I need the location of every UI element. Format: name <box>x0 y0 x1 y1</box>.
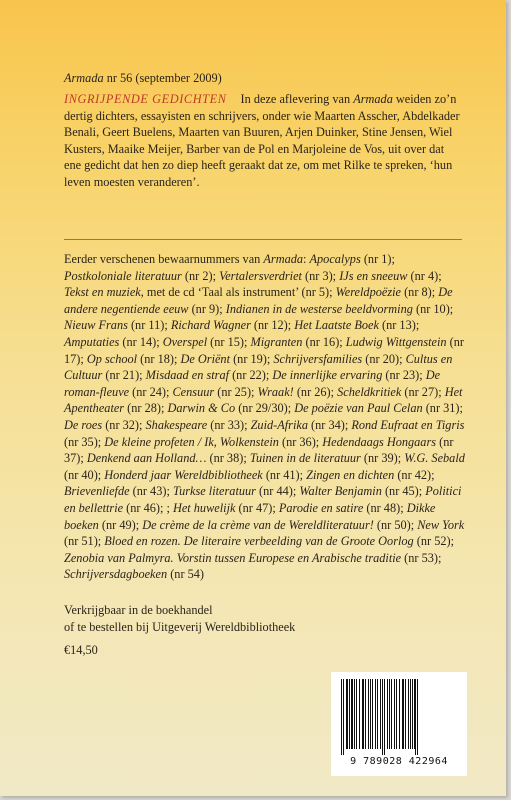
issue-number: (nr 16); <box>302 334 346 349</box>
issue-number: (nr 46); ; <box>123 500 173 515</box>
barcode-bar <box>351 679 353 749</box>
issue-title: Vertalersverdriet <box>219 268 302 283</box>
issue-title: Apocalyps <box>309 252 361 266</box>
issue-number: (nr 25); <box>214 384 258 399</box>
issue-title: Zuid-Afrika <box>250 417 308 432</box>
issue-number: (nr 27); <box>401 384 445 399</box>
barcode-bar <box>417 679 418 755</box>
issue-number: (nr 22); <box>229 368 273 383</box>
issue-title: Het Apentheater <box>64 384 463 416</box>
issue-title: Migranten <box>250 334 303 349</box>
issue-title: Rond Eufraat en Tigris <box>351 417 465 432</box>
issue-title: De roes <box>64 417 103 432</box>
issue-title: Darwin & Co <box>167 401 236 416</box>
issue-title: Brievenliefde <box>64 484 130 499</box>
issue-number: (nr 15); <box>207 334 251 349</box>
barcode-bar <box>362 679 364 749</box>
intro-text-2: weiden zo’n dertig dichters, essayisten en schrijvers, onder wie Maarten Asscher, Abdelkader Benali, Geert Buelens, Maarten van Buuren, Arjen Duinker, Stine Jensen, Wiel Kusters, Maaike Meijer, Barber van de Pol en Marjoleine de Vos, uit over dat ene gedicht dat hen zo diep heeft geraakt dat ze, om met Rilke te spreken, ‘hun leven moesten veranderen’. <box>64 92 460 189</box>
issue-number: (nr 17); <box>64 334 464 366</box>
issue-title: De crème de la crème van de Wereldliteratuur! <box>142 517 374 532</box>
barcode-bar <box>414 679 415 749</box>
issue-number: (nr 12); <box>250 318 295 333</box>
issue-number: (nr 40); <box>64 467 105 482</box>
barcode-bar <box>410 679 411 749</box>
issue-title: Schrijversfamilies <box>273 351 363 366</box>
issue-title: Misdaad en straf <box>145 368 230 383</box>
issue-title: Zingen en dichten <box>306 467 395 482</box>
issue-number: (nr 14); <box>119 334 163 349</box>
issue-number: (nr 44); <box>255 484 300 499</box>
issue-title: Censuur <box>172 384 215 399</box>
issue-number: (nr 37); <box>64 434 454 466</box>
barcode-bar <box>382 679 383 755</box>
list-colon: : <box>303 252 310 266</box>
barcode <box>331 672 467 776</box>
issue-title: New York <box>417 517 465 532</box>
barcode-bar <box>408 679 409 749</box>
issue-title: Tuinen in de literatuur <box>249 451 361 466</box>
issue-number: (nr 33); <box>207 417 251 432</box>
issue-title: Tekst en muziek <box>64 285 141 300</box>
issue-title: Turkse literatuur <box>172 484 256 499</box>
order-line-1: Verkrijgbaar in de boekhandel <box>64 603 213 617</box>
barcode-bar <box>415 679 416 755</box>
issue-title: Indianen in de westerse beeldvorming <box>225 301 413 316</box>
issue-number: (nr 18); <box>137 351 181 366</box>
barcode-bar <box>389 679 390 749</box>
issue-title: Honderd jaar Wereldbibliotheek <box>104 467 263 482</box>
issue-title: Dikke boeken <box>64 500 436 532</box>
barcode-bars <box>339 679 459 755</box>
barcode-bar <box>341 679 342 755</box>
intro-series: Armada <box>353 92 393 106</box>
issue-number: (nr 31); <box>422 401 463 416</box>
series-name: Armada <box>64 71 104 85</box>
issue-heading: INGRIJPENDE GEDICHTEN <box>64 92 227 106</box>
issue-title: De roman-fleuve <box>64 368 441 399</box>
issue-number: (nr 45); <box>381 484 426 499</box>
issue-number: (nr 34); <box>307 417 352 432</box>
issue-number: (nr 48); <box>363 500 407 515</box>
issue-number: (nr 23); <box>382 368 426 383</box>
order-info <box>64 602 295 635</box>
issue-number: (nr 35); <box>64 434 105 449</box>
issue-number: (nr 29/30); <box>235 401 295 416</box>
barcode-bar <box>405 679 406 749</box>
issue-title: Wraak! <box>257 384 294 399</box>
issue-number: (nr 9); <box>188 301 226 316</box>
issue-number: (nr 4); <box>407 268 442 283</box>
issue-number: (nr 10); <box>412 301 454 316</box>
issue-title: Amputaties <box>64 334 120 349</box>
barcode-bar <box>359 679 360 749</box>
barcode-bar <box>346 679 348 749</box>
barcode-bar <box>343 679 344 755</box>
issue-title: Overspel <box>162 334 208 349</box>
issue-title: Shakespeare <box>145 417 208 432</box>
barcode-bar <box>365 679 366 749</box>
issue-title: Denkend aan Holland… <box>86 451 207 466</box>
barcode-bar <box>399 679 400 749</box>
issue-title: Richard Wagner <box>170 318 251 333</box>
barcode-bar <box>356 679 357 749</box>
divider-rule <box>64 239 462 240</box>
issue-title: De innerlijke ervaring <box>272 368 383 383</box>
issue-title: Postkoloniale literatuur <box>64 268 182 283</box>
issue-number: (nr 2); <box>181 268 220 283</box>
issue-number: , met de cd ‘Taal als instrument’ (nr 5); <box>140 285 336 300</box>
issue-title: Cultus en Cultuur <box>64 351 453 383</box>
barcode-bar <box>349 679 350 749</box>
issue-number: (nr 32); <box>102 417 146 432</box>
issue-title: Politici en bellettrie <box>64 484 462 515</box>
barcode-bar <box>375 679 376 749</box>
list-lead: Eerder verschenen bewaarnummers van <box>64 252 264 266</box>
barcode-bar <box>377 679 378 749</box>
issue-number: (nr 11); <box>127 318 171 333</box>
issue-number: (nr 42); <box>394 467 435 482</box>
issue-number: (nr 52); <box>413 534 454 549</box>
issue-number: (nr 36); <box>278 434 323 449</box>
issue-number: (nr 50); <box>373 517 418 532</box>
issue-title: Zenobia van Palmyra. Vorstin tussen Europese en Arabische traditie <box>64 550 402 565</box>
issue-number: (nr 38); <box>206 451 250 466</box>
barcode-bar <box>380 679 381 749</box>
issue-number: nr 56 (september 2009) <box>103 71 222 85</box>
issue-title: De kleine profeten / Ik, Wolkenstein <box>104 434 279 449</box>
issue-number: (nr 19); <box>230 351 274 366</box>
issue-number: (nr 49); <box>98 517 143 532</box>
issue-number: (nr 41); <box>262 467 307 482</box>
barcode-bar <box>394 679 395 749</box>
previous-issues-list <box>64 251 465 583</box>
issue-number: (nr 51); <box>64 534 105 549</box>
issue-title: Bloed en rozen. De literaire verbeelding van de Groote Oorlog <box>104 534 414 549</box>
barcode-bar <box>396 679 397 749</box>
issue-title: Wereldpoëzie <box>335 285 401 300</box>
issue-title: Scheldkritiek <box>337 384 402 399</box>
barcode-bar <box>391 679 392 749</box>
issue-number: (nr 47); <box>235 500 279 515</box>
issue-number: (nr 13); <box>378 318 420 333</box>
issue-title: De poëzie van Paul Celan <box>294 401 423 416</box>
isbn-digits: 9 789028 422964 <box>350 756 448 767</box>
issue-number: (nr 24); <box>129 384 173 399</box>
barcode-bar <box>402 679 404 749</box>
issue-number: (nr 3); <box>301 268 340 283</box>
barcode-bar <box>387 679 388 749</box>
issue-number: (nr 8); <box>401 285 439 300</box>
issue-title: Op school <box>86 351 138 366</box>
issue-number: (nr 20); <box>362 351 406 366</box>
intro-paragraph <box>64 91 462 191</box>
intro-text-1: In deze aflevering van <box>240 92 354 106</box>
issue-number: (nr 26); <box>293 384 338 399</box>
issue-number: (nr 28); <box>124 401 168 416</box>
order-line-2: of te bestellen bij Uitgeverij Wereldbibliotheek <box>64 619 296 634</box>
issue-title: IJs en sneeuw <box>339 268 408 283</box>
issue-title: Walter Benjamin <box>299 484 382 499</box>
issue-number: (nr 21); <box>102 368 146 383</box>
issue-title: Het Laatste Boek <box>294 318 379 333</box>
barcode-bar <box>370 679 371 749</box>
barcode-bar <box>412 679 413 749</box>
issue-title: De Oriënt <box>180 351 231 366</box>
issue-number: (nr 43); <box>129 484 173 499</box>
issue-title: Parodie en satire <box>278 500 364 515</box>
issue-title: Ludwig Wittgenstein <box>345 334 447 349</box>
issue-title: Het huwelijk <box>172 500 236 515</box>
issue-title: Schrijversdagboeken <box>64 567 168 582</box>
issue-number: (nr 1); <box>360 252 395 266</box>
barcode-bar <box>354 679 355 749</box>
barcode-bar <box>372 679 373 749</box>
barcode-bar <box>368 679 369 749</box>
issue-title: De andere negentiende eeuw <box>64 285 453 316</box>
issue-title: Hedendaags Hongaars <box>322 434 437 449</box>
issue-title: Nieuw Frans <box>64 318 128 333</box>
price: €14,50 <box>64 643 98 657</box>
issue-number: (nr 39); <box>360 451 405 466</box>
issue-number: (nr 54) <box>167 567 205 582</box>
issue-title: W.G. Sebald <box>404 451 465 466</box>
list-series: Armada <box>263 252 304 266</box>
barcode-bar <box>384 679 385 755</box>
issue-number: (nr 53); <box>401 550 442 565</box>
issue-line <box>64 70 222 87</box>
